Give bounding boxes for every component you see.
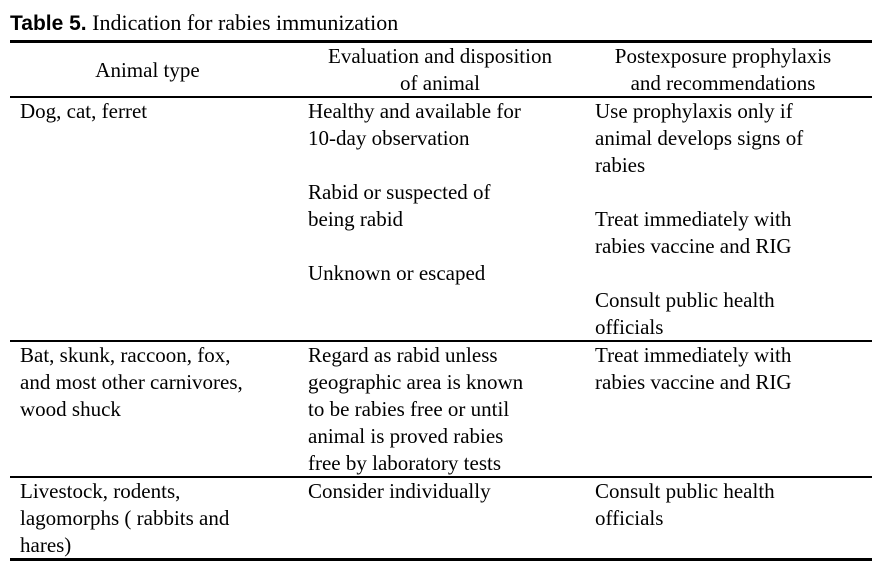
cell-line: Livestock, rodents, [20, 479, 181, 503]
cell-line: Treat immediately with [595, 207, 792, 231]
table-title: Indication for rabies immunization [92, 10, 399, 35]
header-prophylaxis [590, 43, 856, 97]
table-caption [10, 10, 398, 37]
header-evaluation-line: of animal [400, 71, 480, 95]
cell-line: Rabid or suspected of [308, 180, 491, 204]
cell-line: Consider individually [308, 479, 491, 503]
cell-line: officials [595, 315, 664, 339]
cell-line: 10-day observation [308, 126, 470, 150]
header-animal-type-text: Animal type [95, 58, 200, 82]
row3-animal [20, 478, 229, 559]
row1-prophylaxis-3 [595, 287, 775, 341]
cell-line: being rabid [308, 207, 404, 231]
row1-prophylaxis-1 [595, 98, 803, 179]
cell-line: Healthy and available for [308, 99, 521, 123]
row1-evaluation-3 [308, 260, 485, 287]
cell-line: Treat immediately with [595, 343, 792, 367]
cell-line: Use prophylaxis only if [595, 99, 793, 123]
row1-animal [20, 98, 147, 125]
header-evaluation [300, 43, 580, 97]
cell-line: hares) [20, 533, 72, 557]
cell-line: Regard as rabid unless [308, 343, 498, 367]
cell-line: to be rabies free or until [308, 397, 510, 421]
cell-line: wood shuck [20, 397, 121, 421]
cell-line: animal develops signs of [595, 126, 804, 150]
cell-line: Dog, cat, ferret [20, 99, 148, 123]
row2-animal [20, 342, 243, 423]
cell-line: rabies [595, 153, 646, 177]
table-bottom-rule [10, 558, 872, 561]
header-prophylaxis-line: Postexposure prophylaxis [614, 44, 832, 68]
row3-evaluation [308, 478, 491, 505]
cell-line: rabies vaccine and RIG [595, 234, 792, 258]
header-evaluation-line: Evaluation and disposition [328, 44, 552, 68]
row1-prophylaxis-2 [595, 206, 792, 260]
row1-evaluation-1 [308, 98, 521, 152]
row3-prophylaxis [595, 478, 775, 532]
cell-line: Unknown or escaped [308, 261, 486, 285]
row2-prophylaxis [595, 342, 792, 396]
table-number: Table 5. [10, 12, 87, 35]
cell-line: officials [595, 506, 664, 530]
header-animal-type [20, 57, 275, 84]
cell-line: and most other carnivores, [20, 370, 243, 394]
cell-line: animal is proved rabies [308, 424, 504, 448]
header-prophylaxis-line: and recommendations [630, 71, 816, 95]
cell-line: Consult public health [595, 288, 775, 312]
cell-line: rabies vaccine and RIG [595, 370, 792, 394]
row2-evaluation [308, 342, 523, 477]
cell-line: lagomorphs ( rabbits and [20, 506, 230, 530]
cell-line: geographic area is known [308, 370, 524, 394]
cell-line: free by laboratory tests [308, 451, 502, 475]
row1-evaluation-2 [308, 179, 491, 233]
cell-line: Bat, skunk, raccoon, fox, [20, 343, 231, 367]
cell-line: Consult public health [595, 479, 775, 503]
